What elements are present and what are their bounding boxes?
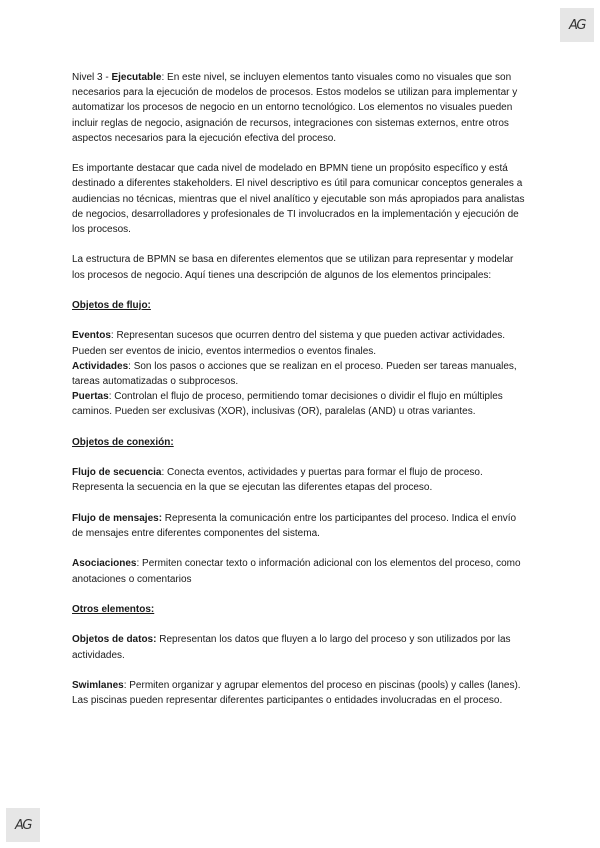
intro-paragraph — [72, 70, 528, 146]
flow-item-text: : Son los pasos o acciones que se realizan en el proceso. Pueden ser tareas manuales, tareas automatizadas o subprocesos. — [72, 360, 517, 387]
connection-item-secuencia — [72, 465, 528, 495]
logo-top — [560, 8, 594, 42]
paragraph-structure: La estructura de BPMN se basa en diferentes elementos que se utilizan para representar y modelar los procesos de negocio. Aquí tienes una descripción de algunos de los elementos principales: — [72, 254, 514, 281]
logo-bottom — [6, 808, 40, 842]
intro-prefix: Nivel 3 - — [72, 72, 112, 83]
paragraph-stakeholders: Es importante destacar que cada nivel de modelado en BPMN tiene un propósito específico y está destinado a diferentes stakeholders. El nivel descriptivo es útil para comunicar conceptos generales a audiencias no técnicas, mientras que el nivel analítico y ejecutable son más apropiados para analistas de negocios, desarrolladores y profesionales de TI involucrados en la implementación y ejecución de los procesos. — [72, 163, 525, 236]
logo-bottom-text: AG — [15, 817, 31, 833]
connection-item-text: : Conecta eventos, actividades y puertas para formar el flujo de proceso. Representa la secuencia en la que se ejecutan las diferentes etapas del proceso. — [72, 467, 483, 494]
intro-text: : En este nivel, se incluyen elementos tanto visuales como no visuales que son necesarios para la ejecución de modelos de procesos. Estos modelos se utilizan para implementar y automatizar los procesos de negocio en un entorno tecnológico. Los elementos no visuales pueden incluir reglas de negocio, asignación de recursos, integraciones con sistemas externos, entre otros aspectos necesarios para la ejecución efectiva del proceso. — [72, 72, 518, 144]
flow-item-term: Actividades — [72, 360, 129, 372]
logo-top-text: AG — [569, 17, 585, 33]
connection-item-asociaciones — [72, 556, 528, 586]
section-heading-connection: Objetos de conexión: — [72, 436, 174, 448]
connection-item-text: : Permiten conectar texto o información adicional con los elementos del proceso, como anotaciones o comentarios — [72, 558, 521, 585]
document-body — [72, 70, 528, 708]
flow-item-text: : Representan sucesos que ocurren dentro del sistema y que pueden activar actividades. Pueden ser eventos de inicio, eventos intermedios o eventos finales. — [72, 330, 506, 357]
other-item-term: Swimlanes — [72, 679, 124, 691]
section-heading-flow: Objetos de flujo: — [72, 300, 151, 311]
connection-item-term: Flujo de secuencia — [72, 467, 162, 479]
other-item-text: Representan los datos que fluyen a lo largo del proceso y son utilizados por las actividades. — [72, 634, 511, 661]
other-item-swimlanes — [72, 678, 528, 708]
connection-item-term: Flujo de mensajes: — [72, 512, 163, 524]
other-item-text: : Permiten organizar y agrupar elementos del proceso en piscinas (pools) y calles (lanes). Las piscinas pueden representar diferentes participantes o entidades involucradas en el proceso. — [72, 679, 521, 707]
connection-item-term: Asociaciones — [72, 558, 137, 570]
flow-item-text: : Controlan el flujo de proceso, permitiendo tomar decisiones o dividir el flujo en múltiples caminos. Pueden ser exclusivas (XOR), inclusivas (OR), paralelas (AND) u otras variantes. — [72, 391, 503, 418]
connection-item-text: Representa la comunicación entre los participantes del proceso. Indica el envío de mensajes entre diferentes componentes del sistema. — [72, 512, 517, 539]
flow-item-eventos — [72, 328, 528, 358]
flow-item-term: Puertas — [72, 391, 109, 403]
flow-item-puertas — [72, 389, 528, 419]
other-item-term: Objetos de datos: — [72, 634, 157, 646]
section-heading-other: Otros elementos: — [72, 603, 155, 615]
other-item-datos — [72, 632, 528, 662]
connection-item-mensajes — [72, 511, 528, 541]
flow-item-actividades — [72, 359, 528, 389]
flow-item-term: Eventos — [72, 330, 111, 342]
intro-term: Ejecutable — [111, 72, 162, 83]
